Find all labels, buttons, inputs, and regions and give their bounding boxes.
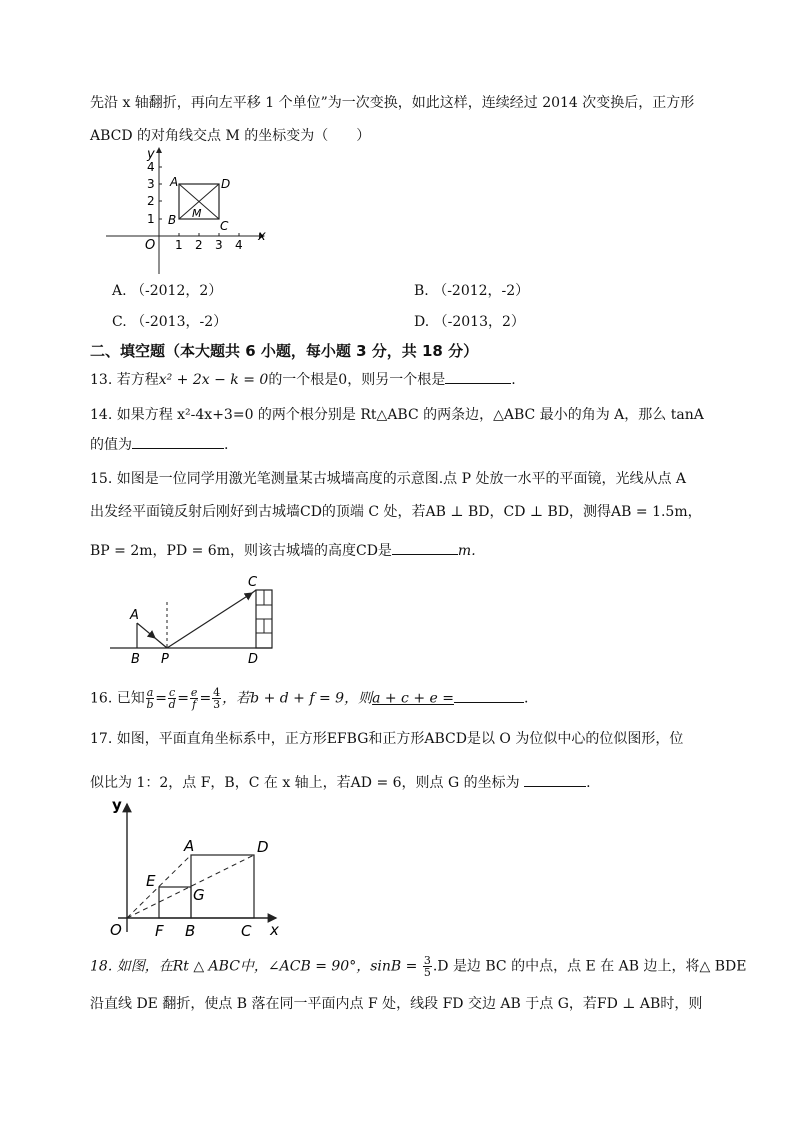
- q15-line3: [90, 540, 476, 561]
- q17-answer-blank: [524, 772, 586, 787]
- q16-frac-4: $\frac{4}{3}$: [213, 686, 221, 711]
- q16-frac-3: $\frac{e}{f}$: [190, 686, 198, 711]
- q17-text-line1: 17. 如图，平面直角坐标系中，正方形EFBG和正方形ABCD是以 O 为位似中心的位似图形，位: [90, 731, 684, 747]
- q12-x-tick-4: 4: [235, 238, 243, 252]
- q16-answer-blank: [454, 688, 524, 703]
- q12-option-d: D. （-2013，2）: [414, 314, 525, 330]
- q15-text-line1: 15. 如图是一位同学用激光笔测量某古城墙高度的示意图.点 P 处放一水平的平面镜，光线从点 A: [90, 471, 687, 487]
- q12-y-axis-label: y: [147, 147, 155, 162]
- q12-text-line1: 先沿 x 轴翻折，再向左平移 1 个单位”为一次变换，如此这样，连续经过 2014 次变换后，正方形: [90, 95, 695, 111]
- q18-frac: $\frac{3}{5}$: [423, 954, 431, 979]
- q12-x-tick-2: 2: [195, 238, 203, 252]
- q17-label-o: O: [110, 921, 122, 939]
- section-heading: 二、填空题（本大题共 6 小题，每小题 3 分，共 18 分）: [90, 342, 479, 360]
- q17-label-x: x: [270, 921, 279, 939]
- q16-mid: ，若b + d + f = 9，则: [222, 690, 373, 707]
- q12-point-a: A: [170, 175, 179, 189]
- q15-unit: m.: [457, 543, 476, 559]
- q17-label-y: y: [112, 796, 122, 814]
- q17-similar-squares-figure: [100, 794, 300, 944]
- q18-text-line2: 沿直线 DE 翻折，使点 B 落在同一平面内点 F 处，线段 FD 交边 AB 于点 G，若FD ⊥ AB时，则: [90, 996, 703, 1012]
- q17-line2-text: 似比为 1：2，点 F，B，C 在 x 轴上，若AD = 6，则点 G 的坐标为: [90, 775, 520, 791]
- q17-label-c: C: [241, 922, 252, 940]
- q12-origin-label: O: [145, 238, 156, 253]
- q17-label-e: E: [146, 872, 156, 890]
- q17-label-d: D: [257, 838, 269, 856]
- q15-label-d: D: [248, 652, 259, 667]
- q12-y-tick-3: 3: [147, 177, 155, 191]
- q16-tail: a + c + e =: [372, 690, 454, 707]
- q13-answer-blank: [445, 369, 511, 384]
- q13-prefix: 13. 若方程: [90, 372, 159, 388]
- q12-option-a: A. （-2012，2）: [112, 283, 223, 299]
- q14-answer-blank: [132, 434, 224, 449]
- q14-line2-text: 的值为: [90, 437, 132, 453]
- q12-point-m: M: [192, 207, 202, 220]
- q14-end: .: [224, 437, 229, 453]
- q12-x-axis-label: x: [258, 229, 266, 244]
- q15-text-line2: 出发经平面镜反射后刚好到古城墙CD的顶端 C 处，若AB ⊥ BD，CD ⊥ BD，测得AB = 1.5m，: [90, 504, 702, 520]
- q14-text-line1: 14. 如果方程 x²-4x+3=0 的两个根分别是 Rt△ABC 的两条边，△ABC 最小的角为 A，那么 tanA: [90, 407, 704, 423]
- q17-line2: [90, 772, 591, 793]
- q12-point-c: C: [220, 219, 229, 233]
- q15-wall-figure: [100, 572, 300, 668]
- q12-y-tick-1: 1: [147, 212, 155, 226]
- q15-label-c: C: [248, 575, 258, 590]
- q18-suffix: .D 是边 BC 的中点，点 E 在 AB 边上，将△ BDE: [432, 958, 747, 975]
- q12-x-tick-3: 3: [215, 238, 223, 252]
- q15-label-a: A: [130, 608, 139, 623]
- q17-label-f: F: [155, 922, 164, 940]
- q12-point-b: B: [168, 213, 177, 227]
- q12-x-tick-1: 1: [175, 238, 183, 252]
- q13-suffix: 的一个根是0，则另一个根是: [268, 372, 446, 388]
- q12-option-b: B. （-2012，-2）: [414, 283, 530, 299]
- q17-end: .: [586, 775, 591, 791]
- q15-label-p: P: [161, 652, 169, 667]
- q13-equation: x² + 2x − k = 0: [158, 372, 269, 388]
- q12-y-tick-2: 2: [147, 194, 155, 208]
- q16-prefix: 16. 已知: [90, 690, 145, 707]
- q12-option-c: C. （-2013，-2）: [112, 314, 228, 330]
- q12-coordinate-figure: [100, 142, 280, 280]
- q17-label-g: G: [193, 886, 205, 904]
- q16-frac-2: $\frac{c}{d}$: [168, 686, 176, 711]
- q15-answer-blank: [392, 540, 458, 555]
- q15-line3-text: BP = 2m，PD = 6m，则该古城墙的高度CD是: [90, 543, 392, 559]
- q12-point-d: D: [221, 177, 231, 191]
- q14-line2: [90, 434, 228, 455]
- q17-label-b: B: [185, 922, 196, 940]
- q18-line1: [90, 955, 746, 978]
- q16-line: 16. 已知 $\frac{a}{b}$ = $\frac{c}{d}$ = $\frac{e}{f}$ = $\frac{4}{3}$ ，若b + d + f = 9，则a + c + e = .: [90, 686, 529, 711]
- q16-frac-1: $\frac{a}{b}$: [146, 686, 154, 711]
- q16-end: .: [524, 690, 529, 707]
- q12-text-line2: ABCD 的对角线交点 M 的坐标变为（ ）: [90, 128, 371, 144]
- q12-y-tick-4: 4: [147, 160, 155, 174]
- q17-label-a: A: [184, 837, 195, 855]
- q13-end: .: [511, 372, 516, 388]
- q18-prefix: 18. 如图，在Rt △ ABC中，∠ACB = 90°，sinB =: [90, 958, 422, 975]
- q15-label-b: B: [131, 652, 140, 667]
- q13-line: [90, 369, 516, 390]
